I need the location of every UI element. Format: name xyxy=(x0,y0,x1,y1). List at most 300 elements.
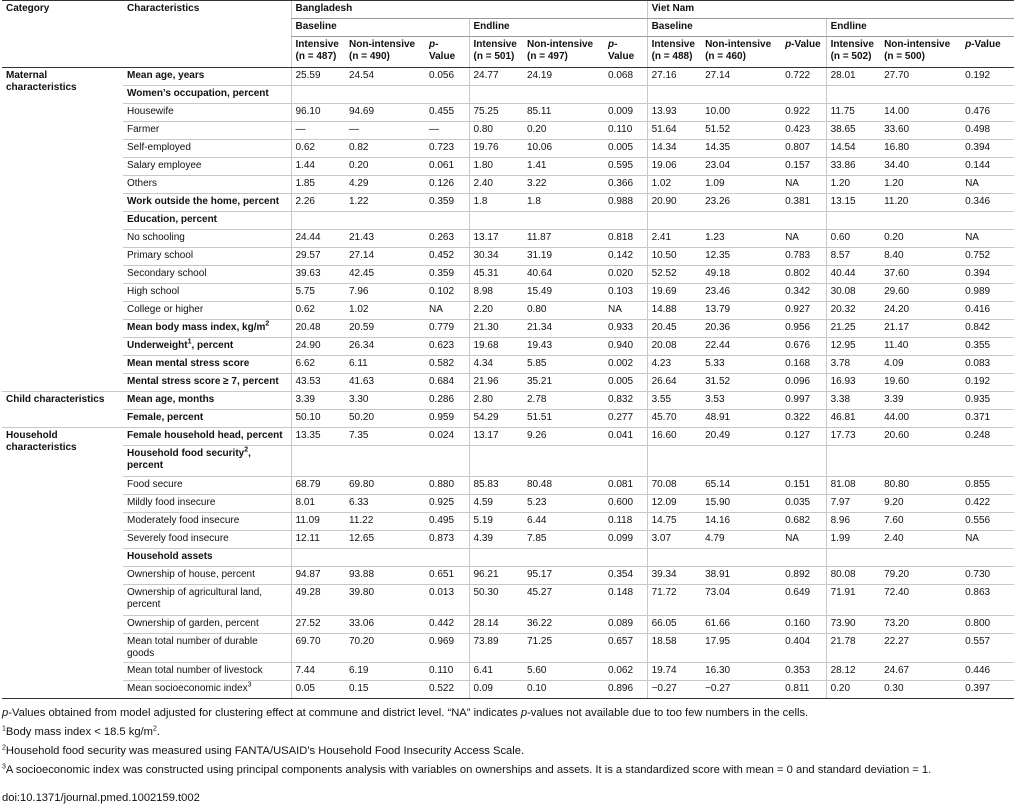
value-cell: 27.16 xyxy=(647,68,701,86)
value-cell: 39.63 xyxy=(291,266,345,284)
value-cell: 71.72 xyxy=(647,585,701,616)
pvalue-cell: 0.779 xyxy=(425,320,469,338)
value-cell: 52.52 xyxy=(647,266,701,284)
table-row xyxy=(2,140,1014,158)
pvalue-cell: 0.263 xyxy=(425,230,469,248)
value-cell: 3.39 xyxy=(291,392,345,410)
value-cell: 0.20 xyxy=(880,230,961,248)
pvalue-cell: 0.682 xyxy=(781,513,826,531)
value-cell xyxy=(880,212,961,230)
pvalue-cell: 0.455 xyxy=(425,104,469,122)
value-cell: 39.34 xyxy=(647,567,701,585)
header-bd-endline: Endline xyxy=(469,19,647,37)
value-cell: 16.93 xyxy=(826,374,880,392)
value-cell: 81.08 xyxy=(826,477,880,495)
pvalue-cell: 0.925 xyxy=(425,495,469,513)
value-cell: 14.00 xyxy=(880,104,961,122)
value-cell: 9.26 xyxy=(523,428,604,446)
value-cell xyxy=(469,212,523,230)
value-cell: 20.08 xyxy=(647,338,701,356)
value-cell: 21.34 xyxy=(523,320,604,338)
pvalue-cell: 0.144 xyxy=(961,158,1014,176)
value-cell: 51.52 xyxy=(701,122,781,140)
table-row xyxy=(2,392,1014,410)
header-non-intensive-1: Non-intensive (n = 497) xyxy=(523,37,604,68)
value-cell: 16.60 xyxy=(647,428,701,446)
pvalue-cell: 0.381 xyxy=(781,194,826,212)
table-row xyxy=(2,176,1014,194)
pvalue-cell: 0.855 xyxy=(961,477,1014,495)
pvalue-cell: 0.498 xyxy=(961,122,1014,140)
value-cell: 26.64 xyxy=(647,374,701,392)
value-cell: 7.60 xyxy=(880,513,961,531)
pvalue-cell: 0.342 xyxy=(781,284,826,302)
pvalue-cell: 0.277 xyxy=(604,410,647,428)
value-cell: 13.79 xyxy=(701,302,781,320)
value-cell: 19.69 xyxy=(647,284,701,302)
value-cell: 45.27 xyxy=(523,585,604,616)
pvalue-cell: 0.394 xyxy=(961,140,1014,158)
pvalue-cell: 0.818 xyxy=(604,230,647,248)
value-cell: 40.44 xyxy=(826,266,880,284)
pvalue-cell: 0.005 xyxy=(604,140,647,158)
value-cell: 85.11 xyxy=(523,104,604,122)
value-cell xyxy=(647,446,701,477)
value-cell: 1.41 xyxy=(523,158,604,176)
pvalue-cell: 0.013 xyxy=(425,585,469,616)
pvalue-cell: 0.286 xyxy=(425,392,469,410)
pvalue-cell xyxy=(781,549,826,567)
pvalue-cell: 0.102 xyxy=(425,284,469,302)
value-cell: 80.48 xyxy=(523,477,604,495)
value-cell: 24.20 xyxy=(880,302,961,320)
pvalue-cell xyxy=(961,86,1014,104)
value-cell: 15.49 xyxy=(523,284,604,302)
value-cell: 20.60 xyxy=(880,428,961,446)
value-cell xyxy=(469,446,523,477)
value-cell: — xyxy=(345,122,425,140)
characteristic-label: Underweight$^1$, percent xyxy=(123,338,291,356)
pvalue-cell: 0.623 xyxy=(425,338,469,356)
table-row xyxy=(2,284,1014,302)
pvalue-cell: 0.730 xyxy=(961,567,1014,585)
value-cell: 39.80 xyxy=(345,585,425,616)
pvalue-cell: NA xyxy=(781,531,826,549)
table-row xyxy=(2,248,1014,266)
pvalue-cell: 0.935 xyxy=(961,392,1014,410)
value-cell: 3.53 xyxy=(701,392,781,410)
characteristic-label: Salary employee xyxy=(123,158,291,176)
value-cell: 73.04 xyxy=(701,585,781,616)
value-cell: 30.08 xyxy=(826,284,880,302)
pvalue-cell: 0.811 xyxy=(781,681,826,699)
value-cell: 14.35 xyxy=(701,140,781,158)
value-cell: 33.86 xyxy=(826,158,880,176)
characteristic-label: Female, percent xyxy=(123,410,291,428)
value-cell: 0.20 xyxy=(523,122,604,140)
pvalue-cell xyxy=(781,86,826,104)
value-cell: 21.96 xyxy=(469,374,523,392)
value-cell xyxy=(291,212,345,230)
value-cell xyxy=(826,86,880,104)
value-cell: 11.75 xyxy=(826,104,880,122)
characteristic-label: Mean age, years xyxy=(123,68,291,86)
value-cell xyxy=(345,212,425,230)
table-row xyxy=(2,663,1014,681)
pvalue-cell: 0.192 xyxy=(961,374,1014,392)
value-cell: 2.80 xyxy=(469,392,523,410)
value-cell: −0.27 xyxy=(701,681,781,699)
table-row xyxy=(2,194,1014,212)
value-cell: 54.29 xyxy=(469,410,523,428)
value-cell: 31.52 xyxy=(701,374,781,392)
value-cell: 6.44 xyxy=(523,513,604,531)
pvalue-cell: 0.873 xyxy=(425,531,469,549)
pvalue-cell: 0.118 xyxy=(604,513,647,531)
value-cell: 0.30 xyxy=(880,681,961,699)
value-cell: 30.34 xyxy=(469,248,523,266)
value-cell: 49.28 xyxy=(291,585,345,616)
value-cell: 73.89 xyxy=(469,634,523,663)
value-cell: 22.27 xyxy=(880,634,961,663)
pvalue-cell: 0.556 xyxy=(961,513,1014,531)
pvalue-cell: 0.416 xyxy=(961,302,1014,320)
value-cell: 24.77 xyxy=(469,68,523,86)
table-row xyxy=(2,681,1014,699)
value-cell: 33.06 xyxy=(345,616,425,634)
pvalue-cell: 0.940 xyxy=(604,338,647,356)
value-cell xyxy=(826,212,880,230)
value-cell: 17.95 xyxy=(701,634,781,663)
value-cell xyxy=(469,86,523,104)
pvalue-cell: 0.035 xyxy=(781,495,826,513)
value-cell: 17.73 xyxy=(826,428,880,446)
value-cell: 96.21 xyxy=(469,567,523,585)
pvalue-cell: 0.148 xyxy=(604,585,647,616)
value-cell: 0.80 xyxy=(469,122,523,140)
value-cell: 69.80 xyxy=(345,477,425,495)
value-cell: 20.36 xyxy=(701,320,781,338)
value-cell: 18.58 xyxy=(647,634,701,663)
pvalue-cell: 0.657 xyxy=(604,634,647,663)
value-cell: 43.53 xyxy=(291,374,345,392)
table-row xyxy=(2,302,1014,320)
value-cell: 10.00 xyxy=(701,104,781,122)
value-cell: 4.09 xyxy=(880,356,961,374)
value-cell: 28.12 xyxy=(826,663,880,681)
header-category: Category xyxy=(2,1,123,68)
pvalue-cell: 0.353 xyxy=(781,663,826,681)
value-cell: 69.70 xyxy=(291,634,345,663)
characteristic-label: Mean age, months xyxy=(123,392,291,410)
header-non-intensive-2: Non-intensive (n = 460) xyxy=(701,37,781,68)
value-cell: 50.10 xyxy=(291,410,345,428)
value-cell: 29.57 xyxy=(291,248,345,266)
value-cell: 8.40 xyxy=(880,248,961,266)
value-cell: 13.15 xyxy=(826,194,880,212)
value-cell: 79.20 xyxy=(880,567,961,585)
pvalue-cell: 0.041 xyxy=(604,428,647,446)
value-cell: 5.60 xyxy=(523,663,604,681)
value-cell: 3.38 xyxy=(826,392,880,410)
characteristic-label: Secondary school xyxy=(123,266,291,284)
value-cell: 27.14 xyxy=(345,248,425,266)
value-cell: 25.59 xyxy=(291,68,345,86)
value-cell: 8.98 xyxy=(469,284,523,302)
value-cell: 1.8 xyxy=(469,194,523,212)
characteristic-label: Others xyxy=(123,176,291,194)
value-cell: 0.62 xyxy=(291,140,345,158)
value-cell: 45.31 xyxy=(469,266,523,284)
value-cell: 24.19 xyxy=(523,68,604,86)
table-row xyxy=(2,410,1014,428)
characteristic-label: Household assets xyxy=(123,549,291,567)
value-cell: 0.20 xyxy=(345,158,425,176)
pvalue-cell: 0.723 xyxy=(425,140,469,158)
value-cell: 0.62 xyxy=(291,302,345,320)
value-cell: 16.30 xyxy=(701,663,781,681)
value-cell: 13.17 xyxy=(469,230,523,248)
pvalue-cell: 0.651 xyxy=(425,567,469,585)
value-cell xyxy=(701,86,781,104)
note-2: $^2$Household food security was measured using FANTA/USAID’s Household Food Insecurity Access Scale. xyxy=(2,744,525,757)
header-intensive-3: Intensive (n = 502) xyxy=(826,37,880,68)
value-cell: 1.44 xyxy=(291,158,345,176)
value-cell: 28.14 xyxy=(469,616,523,634)
pvalue-cell: 0.002 xyxy=(604,356,647,374)
value-cell: 80.80 xyxy=(880,477,961,495)
table-figure xyxy=(2,0,1014,804)
value-cell: 1.20 xyxy=(826,176,880,194)
characteristic-label: Female household head, percent xyxy=(123,428,291,446)
pvalue-cell: 0.997 xyxy=(781,392,826,410)
characteristic-label: Women’s occupation, percent xyxy=(123,86,291,104)
value-cell: 44.00 xyxy=(880,410,961,428)
value-cell: 0.80 xyxy=(523,302,604,320)
pvalue-cell: 0.422 xyxy=(961,495,1014,513)
value-cell: 21.25 xyxy=(826,320,880,338)
table-row xyxy=(2,320,1014,338)
header-non-intensive-0: Non-intensive (n = 490) xyxy=(345,37,425,68)
pvalue-cell: 0.110 xyxy=(604,122,647,140)
value-cell: 12.35 xyxy=(701,248,781,266)
characteristic-label: Ownership of house, percent xyxy=(123,567,291,585)
pvalue-cell: 0.442 xyxy=(425,616,469,634)
pvalue-cell: 0.099 xyxy=(604,531,647,549)
value-cell: 7.35 xyxy=(345,428,425,446)
value-cell: 3.30 xyxy=(345,392,425,410)
value-cell: 1.02 xyxy=(647,176,701,194)
value-cell: 68.79 xyxy=(291,477,345,495)
value-cell: 1.99 xyxy=(826,531,880,549)
value-cell: 85.83 xyxy=(469,477,523,495)
pvalue-cell: 0.676 xyxy=(781,338,826,356)
value-cell: 9.20 xyxy=(880,495,961,513)
table-row xyxy=(2,230,1014,248)
value-cell: 31.19 xyxy=(523,248,604,266)
pvalue-cell: 0.522 xyxy=(425,681,469,699)
pvalue-cell: 0.800 xyxy=(961,616,1014,634)
characteristic-label: High school xyxy=(123,284,291,302)
pvalue-cell: 0.892 xyxy=(781,567,826,585)
pvalue-cell: 0.068 xyxy=(604,68,647,86)
pvalue-cell xyxy=(781,446,826,477)
value-cell xyxy=(345,86,425,104)
characteristic-label: Work outside the home, percent xyxy=(123,194,291,212)
note-1: $^1$Body mass index < 18.5 $kg/m^2$. xyxy=(2,725,160,738)
header-pvalue-1: p-Value xyxy=(604,37,647,68)
note-pvalues: p-Values obtained from model adjusted for clustering effect at commune and district level. “NA” indicates p-values not available due to too few numbers in the cells. xyxy=(2,707,809,719)
value-cell: 0.82 xyxy=(345,140,425,158)
characteristic-label: College or higher xyxy=(123,302,291,320)
pvalue-cell: 0.083 xyxy=(961,356,1014,374)
pvalue-cell: NA xyxy=(961,176,1014,194)
characteristic-label: Mildly food insecure xyxy=(123,495,291,513)
value-cell: 2.41 xyxy=(647,230,701,248)
value-cell: 1.09 xyxy=(701,176,781,194)
value-cell: 46.81 xyxy=(826,410,880,428)
pvalue-cell: 0.956 xyxy=(781,320,826,338)
value-cell: 12.65 xyxy=(345,531,425,549)
value-cell: 8.57 xyxy=(826,248,880,266)
value-cell: 24.54 xyxy=(345,68,425,86)
pvalue-cell: 0.423 xyxy=(781,122,826,140)
pvalue-cell: 0.863 xyxy=(961,585,1014,616)
value-cell xyxy=(647,212,701,230)
pvalue-cell xyxy=(961,549,1014,567)
header-non-intensive-3: Non-intensive (n = 500) xyxy=(880,37,961,68)
table-row xyxy=(2,585,1014,616)
value-cell: 4.29 xyxy=(345,176,425,194)
pvalue-cell: 0.192 xyxy=(961,68,1014,86)
value-cell: 1.8 xyxy=(523,194,604,212)
pvalue-cell: 0.476 xyxy=(961,104,1014,122)
value-cell: 0.05 xyxy=(291,681,345,699)
value-cell: 7.96 xyxy=(345,284,425,302)
pvalue-cell: 0.397 xyxy=(961,681,1014,699)
table-row xyxy=(2,446,1014,477)
characteristic-label: Ownership of garden, percent xyxy=(123,616,291,634)
value-cell: 1.02 xyxy=(345,302,425,320)
header-bd-baseline: Baseline xyxy=(291,19,469,37)
value-cell: 2.40 xyxy=(880,531,961,549)
pvalue-cell: 0.020 xyxy=(604,266,647,284)
pvalue-cell: NA xyxy=(781,230,826,248)
table-row xyxy=(2,531,1014,549)
value-cell xyxy=(523,549,604,567)
pvalue-cell: 0.880 xyxy=(425,477,469,495)
pvalue-cell: 0.061 xyxy=(425,158,469,176)
pvalue-cell xyxy=(604,212,647,230)
pvalue-cell: 0.168 xyxy=(781,356,826,374)
value-cell: 29.60 xyxy=(880,284,961,302)
table-row xyxy=(2,158,1014,176)
characteristic-label: Housewife xyxy=(123,104,291,122)
value-cell: 2.78 xyxy=(523,392,604,410)
value-cell: 28.01 xyxy=(826,68,880,86)
value-cell: 4.39 xyxy=(469,531,523,549)
pvalue-cell: 0.359 xyxy=(425,266,469,284)
value-cell: 0.15 xyxy=(345,681,425,699)
characteristic-label: Mean mental stress score xyxy=(123,356,291,374)
value-cell: 4.79 xyxy=(701,531,781,549)
header-viet-nam: Viet Nam xyxy=(647,1,1014,19)
value-cell: 51.51 xyxy=(523,410,604,428)
characteristics-table xyxy=(2,0,1014,699)
value-cell xyxy=(291,86,345,104)
value-cell: 24.90 xyxy=(291,338,345,356)
value-cell xyxy=(345,446,425,477)
pvalue-cell: 0.005 xyxy=(604,374,647,392)
value-cell xyxy=(701,212,781,230)
value-cell: 0.09 xyxy=(469,681,523,699)
value-cell: 6.62 xyxy=(291,356,345,374)
characteristic-label: Mean socioeconomic index$^3$ xyxy=(123,681,291,699)
pvalue-cell: 0.807 xyxy=(781,140,826,158)
value-cell: 95.17 xyxy=(523,567,604,585)
header-bangladesh: Bangladesh xyxy=(291,1,647,19)
value-cell: 27.52 xyxy=(291,616,345,634)
header-intensive-0: Intensive (n = 487) xyxy=(291,37,345,68)
value-cell: 3.78 xyxy=(826,356,880,374)
doi-link[interactable]: doi:10.1371/journal.pmed.1002159.t002 xyxy=(2,792,200,804)
value-cell xyxy=(701,549,781,567)
value-cell: 75.25 xyxy=(469,104,523,122)
value-cell: 7.85 xyxy=(523,531,604,549)
pvalue-cell: 0.896 xyxy=(604,681,647,699)
table-row xyxy=(2,477,1014,495)
characteristic-label: Moderately food insecure xyxy=(123,513,291,531)
value-cell: 70.20 xyxy=(345,634,425,663)
pvalue-cell: NA xyxy=(604,302,647,320)
value-cell: 24.67 xyxy=(880,663,961,681)
characteristic-label: No schooling xyxy=(123,230,291,248)
value-cell: 2.40 xyxy=(469,176,523,194)
pvalue-cell: 0.062 xyxy=(604,663,647,681)
value-cell: 73.90 xyxy=(826,616,880,634)
pvalue-cell xyxy=(781,212,826,230)
pvalue-cell: 0.160 xyxy=(781,616,826,634)
value-cell xyxy=(880,446,961,477)
value-cell: 61.66 xyxy=(701,616,781,634)
table-row xyxy=(2,513,1014,531)
value-cell: 20.48 xyxy=(291,320,345,338)
value-cell: 35.21 xyxy=(523,374,604,392)
value-cell: 23.04 xyxy=(701,158,781,176)
pvalue-cell xyxy=(425,86,469,104)
pvalue-cell: 0.248 xyxy=(961,428,1014,446)
value-cell: 14.75 xyxy=(647,513,701,531)
pvalue-cell: 0.557 xyxy=(961,634,1014,663)
value-cell: 23.46 xyxy=(701,284,781,302)
value-cell: 10.50 xyxy=(647,248,701,266)
pvalue-cell xyxy=(604,549,647,567)
value-cell: 0.20 xyxy=(826,681,880,699)
value-cell xyxy=(880,549,961,567)
value-cell: 6.41 xyxy=(469,663,523,681)
pvalue-cell: — xyxy=(425,122,469,140)
value-cell: 3.39 xyxy=(880,392,961,410)
header-characteristics: Characteristics xyxy=(123,1,291,68)
value-cell: 10.06 xyxy=(523,140,604,158)
pvalue-cell: 0.495 xyxy=(425,513,469,531)
value-cell: 5.33 xyxy=(701,356,781,374)
value-cell: 20.49 xyxy=(701,428,781,446)
value-cell: 4.23 xyxy=(647,356,701,374)
value-cell: 12.95 xyxy=(826,338,880,356)
pvalue-cell: 0.595 xyxy=(604,158,647,176)
pvalue-cell: 0.722 xyxy=(781,68,826,86)
